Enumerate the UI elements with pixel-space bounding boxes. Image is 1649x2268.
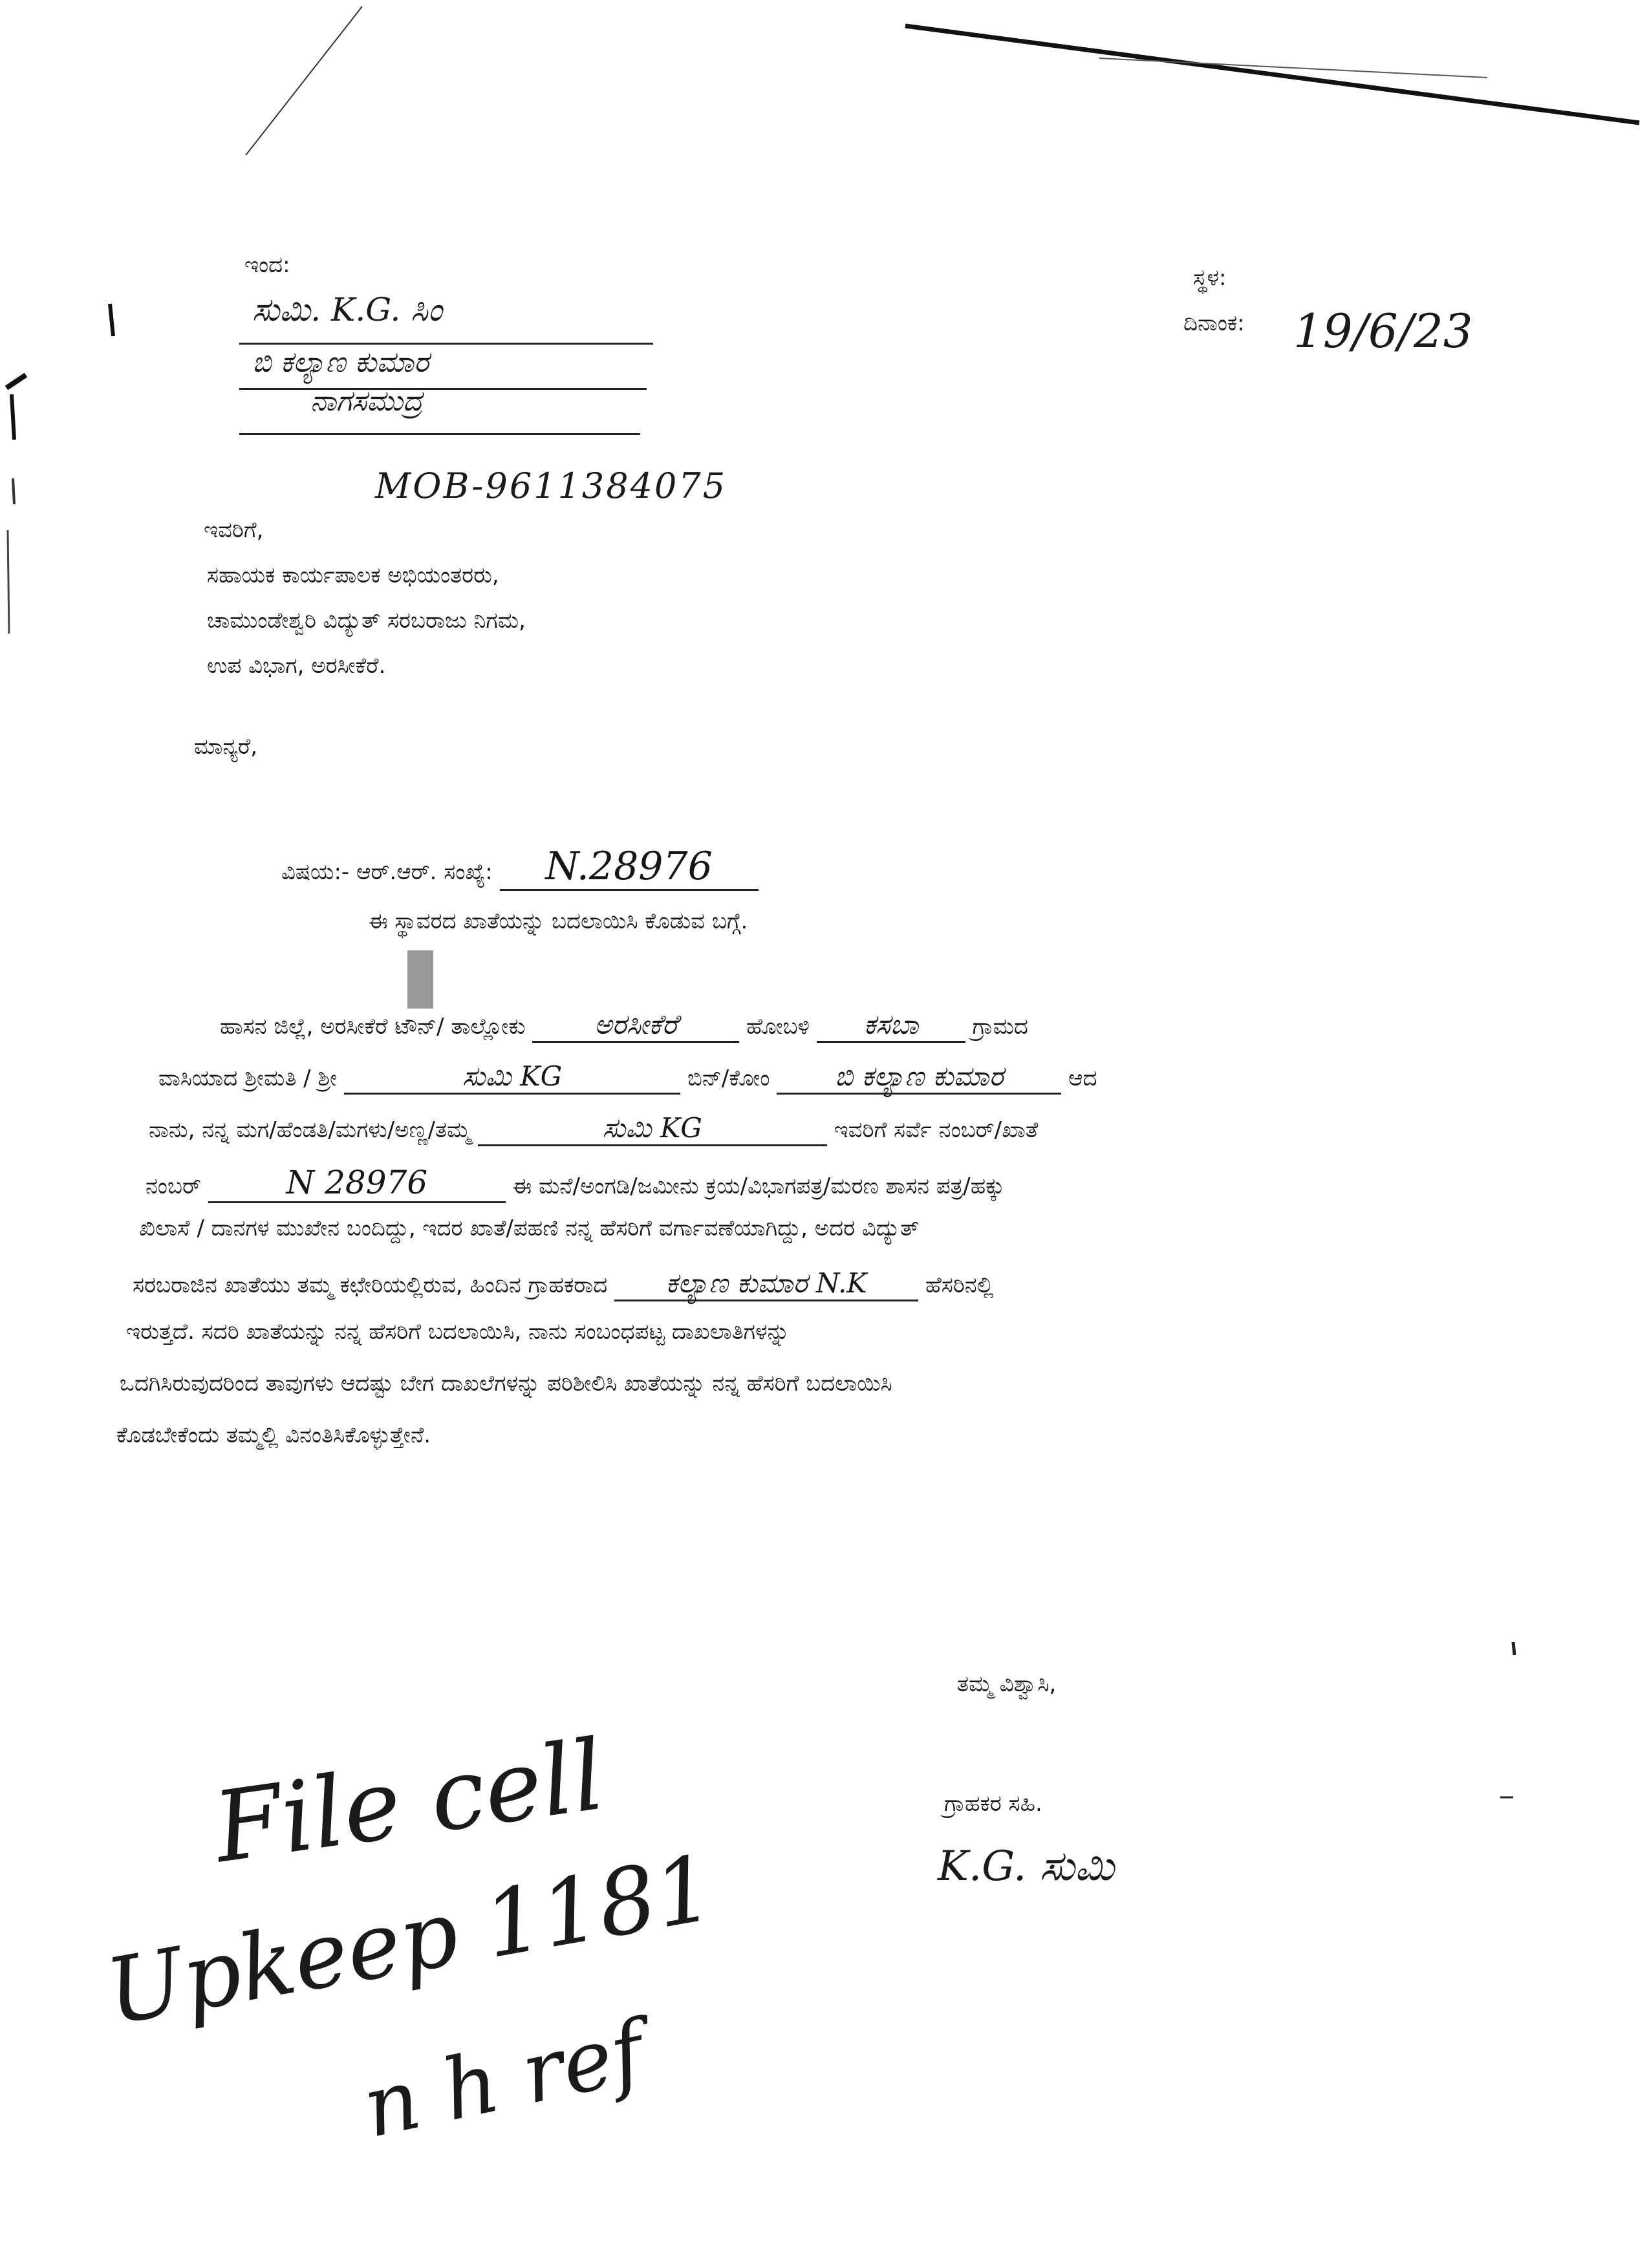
from-address-1: ಬಿ ಕಲ್ಯಾಣ ಕುಮಾರ — [252, 346, 429, 379]
mobile-number: MOB-9611384075 — [375, 465, 727, 506]
body-line-6 — [133, 1267, 1394, 1301]
survey-number-field: N 28976 — [208, 1164, 506, 1203]
body-line-3 — [149, 1112, 1410, 1146]
from-name: ಸುಮಿ. K.G. ಸಿಂ — [252, 291, 442, 328]
taluk-field: ಅರಸೀಕೆರೆ — [532, 1009, 739, 1043]
annotation-line-1: File cell — [207, 1718, 611, 1885]
body-line-4 — [146, 1164, 1406, 1203]
body-line-1 — [220, 1009, 1377, 1043]
body-line-7: ಇರುತ್ತದೆ. ಸದರಿ ಖಾತೆಯನ್ನು ನನ್ನ ಹೆಸರಿಗೆ ಬದಲಾಯಿಸಿ, ನಾನು ಸಂಬಂಧಪಟ್ಟ ದಾಖಲಾತಿಗಳನ್ನು — [126, 1319, 790, 1345]
from-rule-1 — [239, 343, 653, 345]
body-text: ಈ ಮನೆ/ಅಂಗಡಿ/ಜಮೀನು ಕ್ರಯ/ವಿಭಾಗಪತ್ರ/ಮರಣ ಶಾಸನ ಪತ್ರ/ಹಕ್ಕು — [512, 1173, 1005, 1199]
customer-signature: K.G. ಸುಮಿ — [938, 1843, 1115, 1890]
subject-line-1 — [281, 844, 759, 891]
body-text: ಗ್ರಾಮದ — [972, 1014, 1028, 1040]
subject-label: ವಿಷಯ:- ಆರ್.ಆರ್. ಸಂಖ್ಯೆ: — [281, 859, 493, 885]
hobli-field: ಕಸಬಾ — [817, 1009, 965, 1043]
rr-number: N.28976 — [500, 844, 759, 891]
body-line-8: ಒದಗಿಸಿರುವುದರಿಂದ ತಾವುಗಳು ಆದಷ್ಟು ಬೇಗ ದಾಖಲೆಗಳನ್ನು ಪರಿಶೀಲಿಸಿ ಖಾತೆಯನ್ನು ನನ್ನ ಹೆಸರಿಗೆ ಬದಲಾಯಿಸಿ — [120, 1371, 892, 1396]
place-label: ಸ್ಥಳ: — [1193, 265, 1227, 291]
body-text: ಬಿನ್/ಕೋಂ — [687, 1065, 770, 1091]
salutation: ಮಾನ್ಯರೆ, — [194, 734, 258, 760]
body-text: ಆದ — [1068, 1065, 1097, 1091]
to-line-2: ಚಾಮುಂಡೇಶ್ವರಿ ವಿದ್ಯುತ್ ಸರಬರಾಜು ನಿಗಮ, — [207, 608, 526, 634]
relation-field: ಬಿ ಕಲ್ಯಾಣ ಕುಮಾರ — [777, 1060, 1061, 1095]
to-line-3: ಉಪ ವಿಭಾಗ, ಅರಸೀಕೆರೆ. — [207, 653, 386, 679]
from-rule-3 — [239, 433, 640, 435]
previous-customer-field: ಕಲ್ಯಾಣ ಕುಮಾರ N.K — [614, 1267, 918, 1301]
closing-yours: ತಮ್ಮ ವಿಶ್ವಾಸಿ, — [957, 1671, 1057, 1697]
from-rule-2 — [239, 388, 647, 390]
from-address-2: ನಾಗಸಮುದ್ರ — [310, 385, 423, 418]
body-text: ಹಾಸನ ಜಿಲ್ಲೆ, ಅರಸೀಕೆರೆ ಟೌನ್/ ತಾಲ್ಲೋಕು — [220, 1014, 526, 1040]
date-value: 19/6/23 — [1293, 304, 1473, 358]
annotation-line-2: Upkeep 1181 — [99, 1835, 722, 2046]
body-line-9: ಕೊಡಬೇಕೆಂದು ತಮ್ಮಲ್ಲಿ ವಿನಂತಿಸಿಕೊಳ್ಳುತ್ತೇನೆ. — [116, 1422, 431, 1448]
body-line-5: ಖಿಲಾಸೆ / ದಾನಗಳ ಮುಖೇನ ಬಂದಿದ್ದು, ಇದರ ಖಾತೆ/ಪಹಣಿ ನನ್ನ ಹೆಸರಿಗೆ ವರ್ಗಾವಣೆಯಾಗಿದ್ದು, ಅದರ ವಿದ್ಯುತ್ — [139, 1215, 920, 1241]
annotation-line-3: n h ref — [354, 2002, 652, 2157]
to-label: ಇವರಿಗೆ, — [204, 517, 264, 543]
body-text: ಇವರಿಗೆ ಸರ್ವೆ ನಂಬರ್/ಖಾತೆ — [834, 1117, 1039, 1143]
body-text: ವಾಸಿಯಾದ ಶ್ರೀಮತಿ / ಶ್ರೀ — [158, 1065, 338, 1091]
body-text: ಹೆಸರಿನಲ್ಲಿ — [925, 1272, 994, 1298]
body-text: ನಂಬರ್ — [146, 1173, 201, 1199]
to-line-1: ಸಹಾಯಕ ಕಾರ್ಯಪಾಲಕ ಅಭಿಯಂತರರು, — [207, 562, 499, 588]
from-label: ಇಂದ: — [244, 252, 290, 278]
body-line-2 — [158, 1060, 1419, 1095]
date-label: ದಿನಾಂಕ: — [1183, 310, 1245, 336]
body-text: ನಾನು, ನನ್ನ ಮಗ/ಹೆಂಡತಿ/ಮಗಳು/ಅಣ್ಣ/ತಮ್ಮ — [149, 1117, 471, 1143]
subject-line-2: ಈ ಸ್ಥಾವರದ ಖಾತೆಯನ್ನು ಬದಲಾಯಿಸಿ ಕೊಡುವ ಬಗ್ಗೆ. — [369, 908, 748, 934]
body-text: ಹೋಬಳಿ — [746, 1014, 810, 1040]
relative-field: ಸುಮಿ KG — [478, 1112, 827, 1146]
body-text: ಸರಬರಾಜಿನ ಖಾತೆಯು ತಮ್ಮ ಕಛೇರಿಯಲ್ಲಿರುವ, ಹಿಂದಿನ ಗ್ರಾಹಕರಾದ — [133, 1272, 608, 1298]
applicant-field: ಸುಮಿ KG — [344, 1060, 680, 1095]
signature-label: ಗ್ರಾಹಕರ ಸಹಿ. — [944, 1791, 1042, 1817]
